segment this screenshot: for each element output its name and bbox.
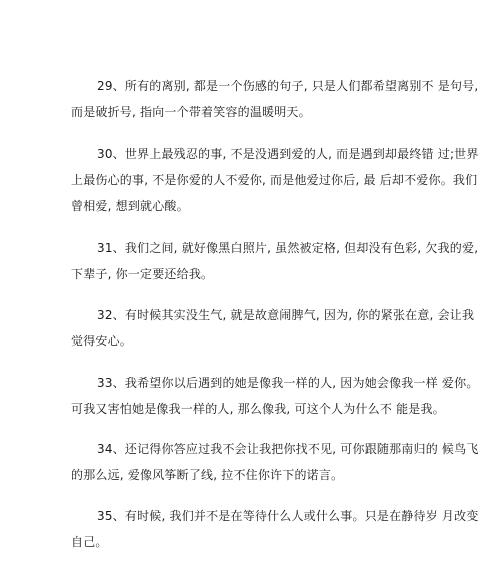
- text-line: 上最伤心的事, 不是你爱的人不爱你, 而是他爱过你后, 最 后却不爱你。我们: [71, 173, 478, 187]
- text-line: 30、世界上最残忍的事, 不是没遇到爱的人, 而是遇到却最终错 过;世界: [97, 147, 479, 161]
- paragraph-35: [71, 503, 479, 555]
- text-line: 31、我们之间, 就好像黑白照片, 虽然被定格, 但却没有色彩, 欠我的爱,: [97, 241, 479, 255]
- text-line: 曾相爱, 想到就心酸。: [71, 199, 189, 213]
- text-line: 34、还记得你答应过我不会让我把你找不见, 可你跟随那南归的 候鸟飞: [97, 442, 479, 456]
- paragraph-30: [71, 141, 479, 219]
- text-line: 觉得安心。: [71, 334, 133, 348]
- text-line: 33、我希望你以后遇到的她是像我一样的人, 因为她会像我一样 爱你。: [97, 376, 479, 390]
- paragraph-34: [71, 436, 479, 488]
- text-line: 自己。: [71, 535, 108, 549]
- paragraph-29: [71, 73, 479, 125]
- text-line: 下辈子, 你一定要还给我。: [71, 267, 214, 281]
- text-line: 35、有时候, 我们并不是在等待什么人或什么事。只是在静待岁 月改变: [97, 509, 479, 523]
- text-line: 的那么远, 爱像风筝断了线, 拉不住你许下的诺言。: [71, 468, 344, 482]
- paragraph-31: [71, 235, 479, 287]
- text-line: 而是破折号, 指向一个带着笑容的温暖明天。: [71, 105, 311, 119]
- text-line: 29、所有的离别, 都是一个伤感的句子, 只是人们都希望离别不 是句号,: [97, 79, 479, 93]
- paragraph-33: [71, 370, 479, 422]
- text-line: 32、有时候其实没生气, 就是故意闹脾气, 因为, 你的紧张在意, 会让我: [97, 308, 475, 322]
- text-line: 可我又害怕她是像我一样的人, 那么像我, 可这个人为什么不 能是我。: [71, 402, 445, 416]
- paragraph-32: [71, 302, 475, 354]
